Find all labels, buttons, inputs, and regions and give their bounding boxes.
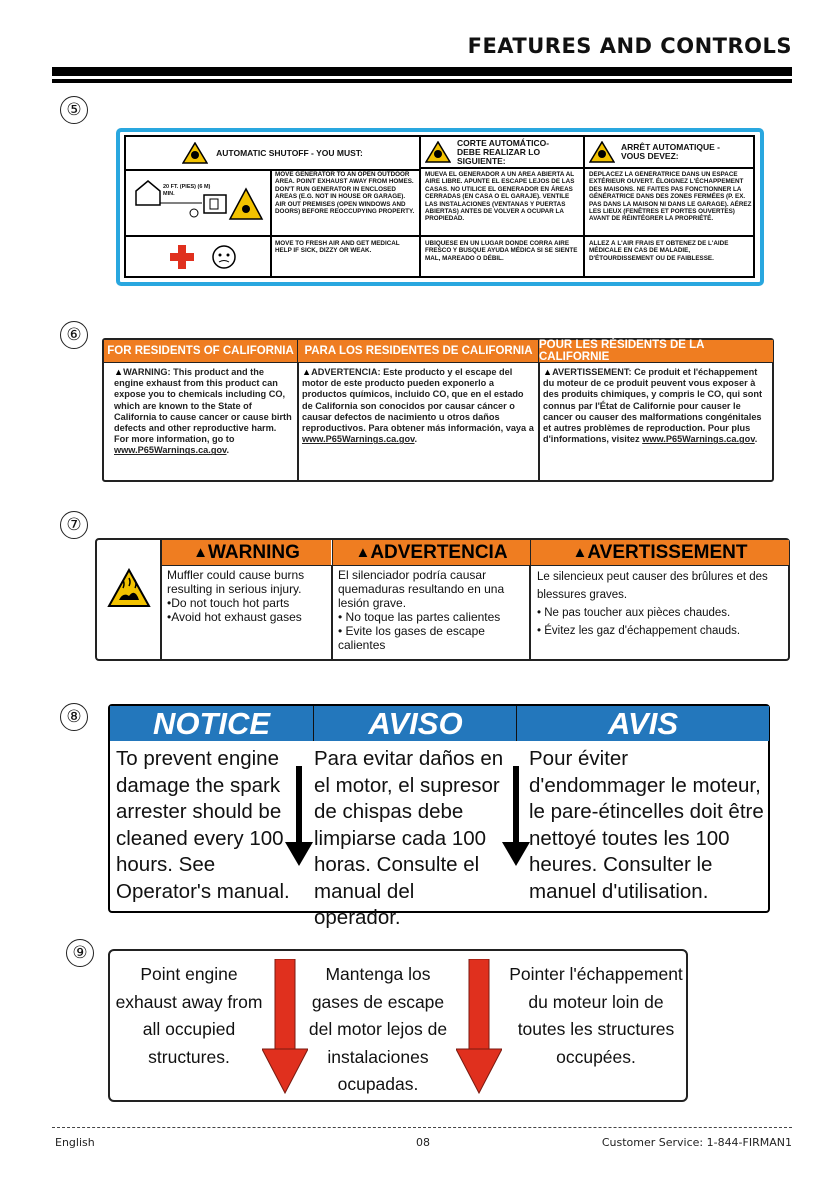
warning-triangle-icon: ▲ — [193, 544, 209, 561]
header-rule-thin — [52, 79, 792, 83]
warning-triangle-icon: ▲ — [302, 367, 312, 377]
muffler-head-en: ▲ WARNING — [162, 540, 331, 566]
muffler-text-fr: Le silencieux peut causer des brûlures et des blessures graves. • Ne pas toucher aux pièces chaudes. • Évitez les gaz d'échappement chauds. — [537, 571, 768, 637]
down-arrow-icon — [502, 766, 530, 866]
medical-cross-icon — [166, 241, 246, 273]
skull-warning-icon — [589, 141, 615, 163]
co-head-fr: ARRÊT AUTOMATIQUE - VOUS DEVEZ: — [621, 142, 721, 161]
warning-triangle-icon: ▲ — [355, 544, 371, 561]
footer-customer-service: Customer Service: 1-844-FIRMAN1 — [601, 1136, 792, 1149]
co-row1-en: MOVE GENERATOR TO AN OPEN OUTDOOR AREA. POINT EXHAUST AWAY FROM HOMES. DON'T RUN GENERATOR IN ENCLOSED AREAS (E.G. NOT IN HOUSE OR GARAGE). AIR OUT PREMISES (OPEN WINDOWS AND DOORS) BEFORE REOCCUPYING PROPERTY. — [275, 171, 415, 216]
prop65-head-es: PARA LOS RESIDENTES DE CALIFORNIA — [297, 340, 539, 363]
section-number-7: ⑦ — [60, 511, 88, 539]
notice-text-fr: Pour éviter d'endommager le moteur, le pare-étincelles doit être nettoyé toutes les 100 heures. Consulter le manuel d'utilisation. — [529, 747, 764, 903]
exhaust-direction-label — [108, 949, 688, 1102]
skull-warning-icon — [425, 141, 451, 163]
footer-language: English — [55, 1136, 95, 1149]
down-arrow-icon — [285, 766, 313, 866]
p65-link-es[interactable]: www.P65Warnings.ca.gov — [302, 434, 415, 445]
warning-triangle-icon: ▲ — [114, 367, 124, 377]
exhaust-text-es: Mantenga los gases de escape del motor lejos de instalaciones ocupadas. — [308, 964, 448, 1094]
co-label — [124, 135, 755, 278]
co-row1-es: MUEVA EL GENERADOR A UN ÁREA ABIERTA AL AIRE LIBRE. APUNTE EL ESCAPE LEJOS DE LAS CASAS. NO UTILICE EL GENERADOR EN ÁREAS CERRADAS (EN CASA O EL GARAJE). VENTILE LAS INSTALACIONES (VENTANAS Y PUERTAS ABIERTAS) ANTES DE VOLVER A OCUPAR LA PROPIEDAD. — [425, 171, 575, 223]
notice-text-en: To prevent engine damage the spark arrester should be cleaned every 100 hours. See Operator's manual. — [116, 747, 290, 903]
p65-link-en[interactable]: www.P65Warnings.ca.gov — [114, 445, 227, 456]
section-number-5: ⑤ — [60, 96, 88, 124]
prop65-text-en: ▲WARNING: This product and the engine exhaust from this product can expose you to chemicals including CO, which are known to the State of California to cause cancer or cause birth defects and other reproductive harm. For more information, go to www.P65Warnings.ca.gov. — [114, 367, 292, 456]
page-title: FEATURES AND CONTROLS — [467, 34, 792, 58]
co-head-en: AUTOMATIC SHUTOFF - YOU MUST: — [216, 147, 363, 158]
muffler-warning-label — [95, 538, 790, 661]
prop65-head-en: FOR RESIDENTS OF CALIFORNIA — [104, 340, 297, 363]
muffler-text-en: Muffler could cause burns resulting in serious injury. •Do not touch hot parts •Avoid hot exhaust gases — [167, 568, 305, 624]
muffler-head-fr: ▲ AVERTISSEMENT — [530, 540, 789, 566]
house-generator-icon — [132, 173, 266, 231]
co-row2-es: UBÍQUESE EN UN LUGAR DONDE CORRA AIRE FRESCO Y BUSQUE AYUDA MÉDICA SI SE SIENTE MAL, MAREADO O DÉBIL. — [425, 240, 578, 262]
muffler-head-es: ▲ ADVERTENCIA — [332, 540, 530, 566]
prop65-head-fr: POUR LES RÉSIDENTS DE LA CALIFORNIE — [538, 340, 773, 363]
section-number-6: ⑥ — [60, 321, 88, 349]
footer-rule — [52, 1127, 792, 1128]
prop65-label — [102, 338, 774, 482]
section-number-9: ⑨ — [66, 939, 94, 967]
notice-label — [108, 704, 770, 929]
notice-head-fr: AVIS — [516, 706, 769, 741]
skull-warning-icon — [182, 142, 208, 164]
prop65-text-fr: ▲AVERTISSEMENT: Ce produit et l'échappement du moteur de ce produit peuvent vous exposer à des produits chimiques, y compris le CO, qui sont connus par l'État de Californie pour causer le cancer ou causer des malformations congénitales et autres problèmes de reproduction. Pour plus d'informations, visitez www.P65Warnings.ca.gov. — [543, 367, 763, 445]
p65-link-fr[interactable]: www.P65Warnings.ca.gov — [642, 434, 755, 445]
co-row2-en: MOVE TO FRESH AIR AND GET MEDICAL HELP IF SICK, DIZZY OR WEAK. — [275, 240, 400, 255]
notice-text-es: Para evitar daños en el motor, el supresor de chispas debe limpiarse cada 100 horas. Consulte el manual del operador. — [314, 747, 504, 929]
prop65-text-es: ▲ADVERTENCIA: Este producto y el escape del motor de este producto pueden exponerlo a productos químicos, incluido CO, que en el estado de California son conocidos por causar cáncer o causar defectos de nacimiento u otros daños reproductivos. Para obtener más información, vaya a www.P65Warnings.ca.gov. — [302, 367, 534, 445]
warning-triangle-icon: ▲ — [543, 367, 553, 377]
header-rule — [52, 67, 792, 76]
warning-triangle-icon: ▲ — [572, 544, 588, 561]
section-number-8: ⑧ — [60, 703, 88, 731]
co-row1-fr: DÉPLACEZ LA GÉNÉRATRICE DANS UN ESPACE EXTÉRIEUR OUVERT. ÉLOIGNEZ L'ÉCHAPPEMENT DES MAISONS. NE FAITES PAS FONCTIONNER LA GÉNÉRATRICE DANS DES ZONES FERMÉES (P. EX. PAS DANS LA MAISON NI DANS LE GARAGE). AÉREZ LES LIEUX (FENÊTRES ET PORTES OUVERTES) AVANT DE RÉINTÉGRER LA PROPRIÉTÉ. — [589, 171, 752, 223]
red-down-arrow-icon — [456, 959, 502, 1095]
exhaust-text-en: Point engine exhaust away from all occupied structures. — [115, 964, 263, 1067]
hot-surface-icon — [107, 568, 151, 608]
notice-head-en: NOTICE — [110, 706, 313, 741]
muffler-text-es: El silenciador podría causar quemaduras resultando en una lesión grave. • No toque las partes calientes • Evite los gases de escape calientes — [338, 568, 505, 652]
red-down-arrow-icon — [262, 959, 308, 1095]
co-head-es: CORTE AUTOMÁTICO-DEBE REALIZAR LO SIGUIENTE: — [457, 137, 550, 166]
footer-page-number: 08 — [416, 1136, 430, 1149]
notice-head-es: AVISO — [313, 706, 517, 741]
exhaust-text-fr: Pointer l'échappement du moteur loin de toutes les structures occupées. — [509, 964, 683, 1067]
co-row2-fr: ALLEZ À L'AIR FRAIS ET OBTENEZ DE L'AIDE MÉDICALE EN CAS DE MALADIE, D'ÉTOURDISSEMENT OU DE FAIBLESSE. — [589, 240, 729, 262]
distance-label: 20 FT. (PIES) (6 M) MIN. — [163, 184, 211, 197]
